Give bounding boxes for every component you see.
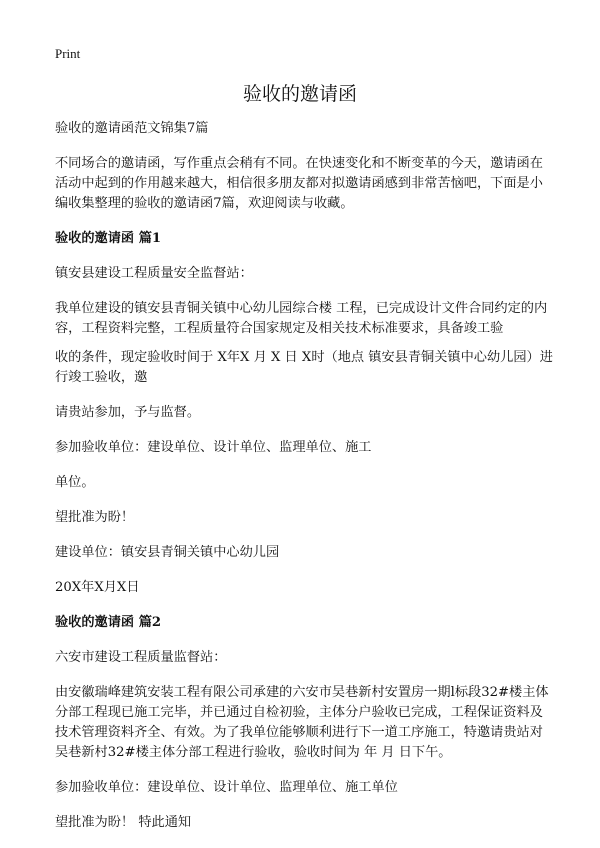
paragraph: 六安市建设工程质量监督站： (55, 650, 227, 665)
section-heading: 验收的邀请函 篇1 (55, 231, 162, 246)
intro-paragraph: 不同场合的邀请函，写作重点会稍有不同。在快速变化和不断变革的今天，邀请函在活动中起到的作用越来越大，相信很多朋友都对拟邀请函感到非常苦恼吧，下面是小编收集整理的验收的邀请函7篇，欢迎阅读与收藏。 (55, 156, 543, 211)
paragraph: 单位。 (55, 475, 95, 490)
paragraph: 参加验收单位：建设单位、设计单位、监理单位、施工单位 (55, 780, 398, 795)
paragraph: 我单位建设的镇安县青铜关镇中心幼儿园综合楼 工程，已完成设计文件合同约定的内容，工程资料完整，工程质量符合国家规定及相关技术标准要求，具备竣工验 (55, 301, 548, 336)
paragraph: 收的条件，现定验收时间于 X年X 月 X 日 X时（地点 镇安县青铜关镇中心幼儿园）进行竣工验收，邀 (55, 350, 553, 385)
paragraph: 由安徽瑞峰建筑安装工程有限公司承建的六安市吴巷新村安置房一期l标段32#楼主体分部工程现已施工完毕，并已通过自检初验，主体分户验收已完成，工程保证资料及技术管理资料齐全、有效。为了我单位能够顺利进行下一道工序施工，特邀请贵站对吴巷新村32#楼主体分部工程进行验收，验收时间为 年 月 日下午。 (55, 685, 549, 760)
subtitle: 验收的邀请函范文锦集7篇 (55, 121, 209, 136)
paragraph: 建设单位：镇安县青铜关镇中心幼儿园 (55, 545, 280, 560)
paragraph: 镇安县建设工程质量安全监督站： (55, 266, 253, 281)
print-label: Print (55, 46, 81, 61)
paragraph: 望批准为盼！ (55, 510, 135, 525)
date-line: 20X年X月X日 (55, 580, 140, 595)
section-heading: 验收的邀请函 篇2 (55, 615, 162, 630)
paragraph: 望批准为盼！ 特此通知 (55, 815, 192, 830)
page-title: 验收的邀请函 (242, 83, 357, 105)
paragraph: 参加验收单位：建设单位、设计单位、监理单位、施工 (55, 440, 372, 455)
document-body (55, 119, 553, 848)
paragraph: 请贵站参加，予与监督。 (55, 405, 201, 420)
